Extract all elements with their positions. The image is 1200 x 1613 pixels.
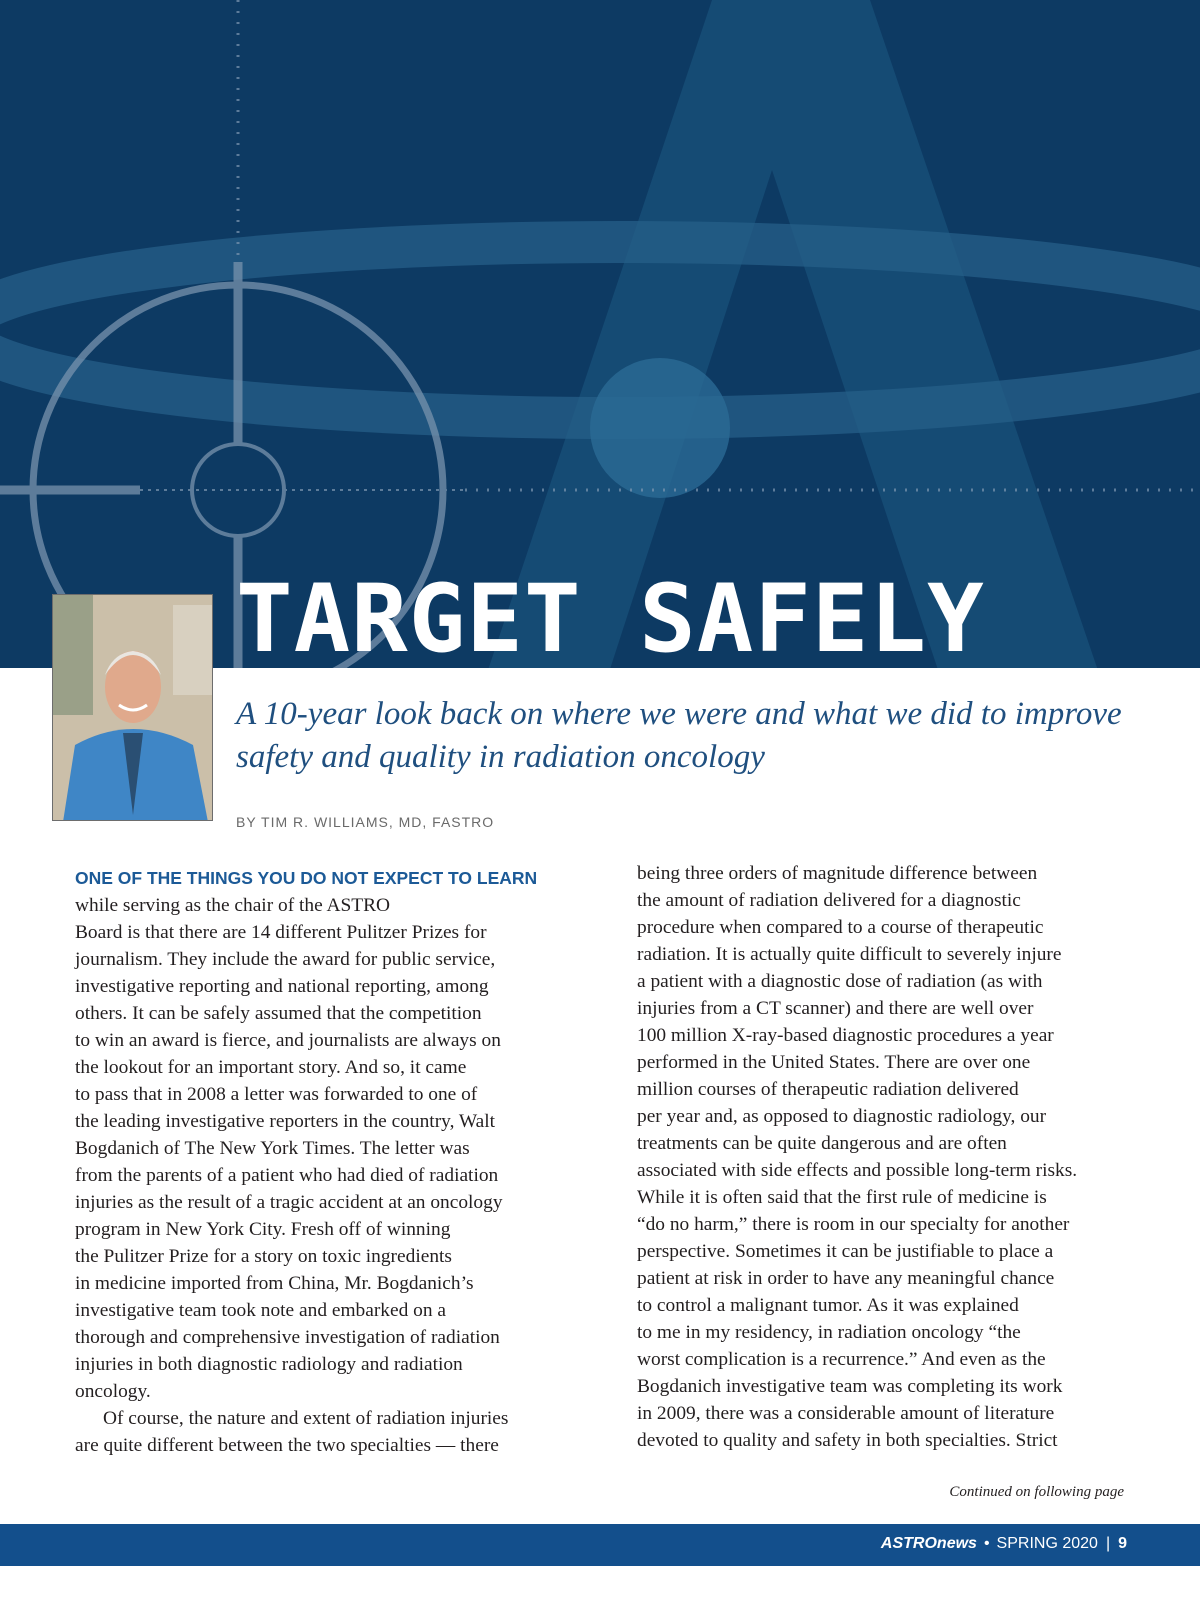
text-line: the Pulitzer Prize for a story on toxic ingredients (75, 1246, 452, 1267)
orbit-dot (590, 358, 730, 498)
text-line: million courses of therapeutic radiation delivered (637, 1079, 1019, 1100)
text-line: radiation. It is actually quite difficult to severely injure (637, 944, 1062, 965)
text-line: to me in my residency, in radiation oncology “the (637, 1322, 1021, 1343)
footer-divider: | (1105, 1535, 1111, 1552)
text-line: procedure when compared to a course of therapeutic (637, 917, 1044, 938)
text-line: While it is often said that the first rule of medicine is (637, 1187, 1047, 1208)
body-column-right (637, 860, 1117, 1454)
paragraph-lines (75, 1405, 575, 1459)
author-portrait-image (53, 595, 213, 821)
text-line: associated with side effects and possible long-term risks. (637, 1160, 1078, 1181)
text-line: from the parents of a patient who had died of radiation (75, 1165, 499, 1186)
text-line: per year and, as opposed to diagnostic radiology, our (637, 1106, 1047, 1127)
text-line: “do no harm,” there is room in our specialty for another (637, 1214, 1070, 1235)
issue-label: SPRING 2020 (996, 1535, 1098, 1552)
text-line: others. It can be safely assumed that the competition (75, 1003, 482, 1024)
body-column-left (75, 865, 575, 1459)
byline: BY TIM R. WILLIAMS, MD, FASTRO (236, 814, 495, 830)
text-line: are quite different between the two specialties — there (75, 1435, 499, 1456)
text-line: oncology. (75, 1381, 151, 1402)
text-line: injuries from a CT scanner) and there are well over (637, 998, 1034, 1019)
text-line: treatments can be quite dangerous and are often (637, 1133, 1007, 1154)
body-paragraph (75, 865, 575, 919)
text-line: Board is that there are 14 different Pulitzer Prizes for (75, 922, 487, 943)
text-line: investigative team took note and embarked on a (75, 1300, 446, 1321)
text-line: the leading investigative reporters in the country, Walt (75, 1111, 496, 1132)
text-line: in 2009, there was a considerable amount of literature (637, 1403, 1055, 1424)
text-line: Bogdanich investigative team was completing its work (637, 1376, 1063, 1397)
article-subtitle: A 10-year look back on where we were and what we did to improve safety and quality in radiation oncology (236, 696, 1122, 775)
text-line: patient at risk in order to have any meaningful chance (637, 1268, 1055, 1289)
footer-bullet: • (983, 1535, 990, 1552)
text-line: Bogdanich of The New York Times. The letter was (75, 1138, 470, 1159)
page-number: 9 (1118, 1535, 1127, 1552)
author-photo (52, 594, 213, 821)
text-line: being three orders of magnitude difference between (637, 863, 1038, 884)
text-line: in medicine imported from China, Mr. Bogdanich’s (75, 1273, 474, 1294)
text-line: thorough and comprehensive investigation of radiation (75, 1327, 500, 1348)
text-line: the lookout for an important story. And so, it came (75, 1057, 467, 1078)
text-line: to pass that in 2008 a letter was forwarded to one of (75, 1084, 478, 1105)
text-line: worst complication is a recurrence.” And even as the (637, 1349, 1046, 1370)
text-line: 100 million X-ray-based diagnostic procedures a year (637, 1025, 1054, 1046)
text-line: the amount of radiation delivered for a diagnostic (637, 890, 1021, 911)
footer-info (881, 1535, 1127, 1553)
text-line: devoted to quality and safety in both specialties. Strict (637, 1430, 1058, 1451)
page-footer (0, 1524, 1200, 1566)
publication-name: ASTROnews (880, 1535, 977, 1552)
text-line: while serving as the chair of the ASTRO (75, 895, 391, 916)
text-line: program in New York City. Fresh off of winning (75, 1219, 451, 1240)
text-line: perspective. Sometimes it can be justifiable to place a (637, 1241, 1054, 1262)
lead-in: ONE OF THE THINGS YOU DO NOT EXPECT TO LEARN (75, 868, 538, 888)
text-line: to control a malignant tumor. As it was explained (637, 1295, 1019, 1316)
article-title: TARGET SAFELY (236, 565, 985, 674)
text-line: a patient with a diagnostic dose of radiation (as with (637, 971, 1043, 992)
text-line: to win an award is fierce, and journalists are always on (75, 1030, 501, 1051)
continued-note: Continued on following page (949, 1484, 1124, 1500)
text-line: journalism. They include the award for public service, (75, 949, 496, 970)
text-line: investigative reporting and national reporting, among (75, 976, 489, 997)
paragraph-lines (637, 860, 1117, 1454)
paragraph-lines (75, 919, 575, 1405)
text-line: injuries in both diagnostic radiology and radiation (75, 1354, 463, 1375)
text-line: Of course, the nature and extent of radiation injuries (103, 1408, 509, 1429)
text-line: injuries as the result of a tragic accident at an oncology (75, 1192, 503, 1213)
text-line: performed in the United States. There are over one (637, 1052, 1031, 1073)
